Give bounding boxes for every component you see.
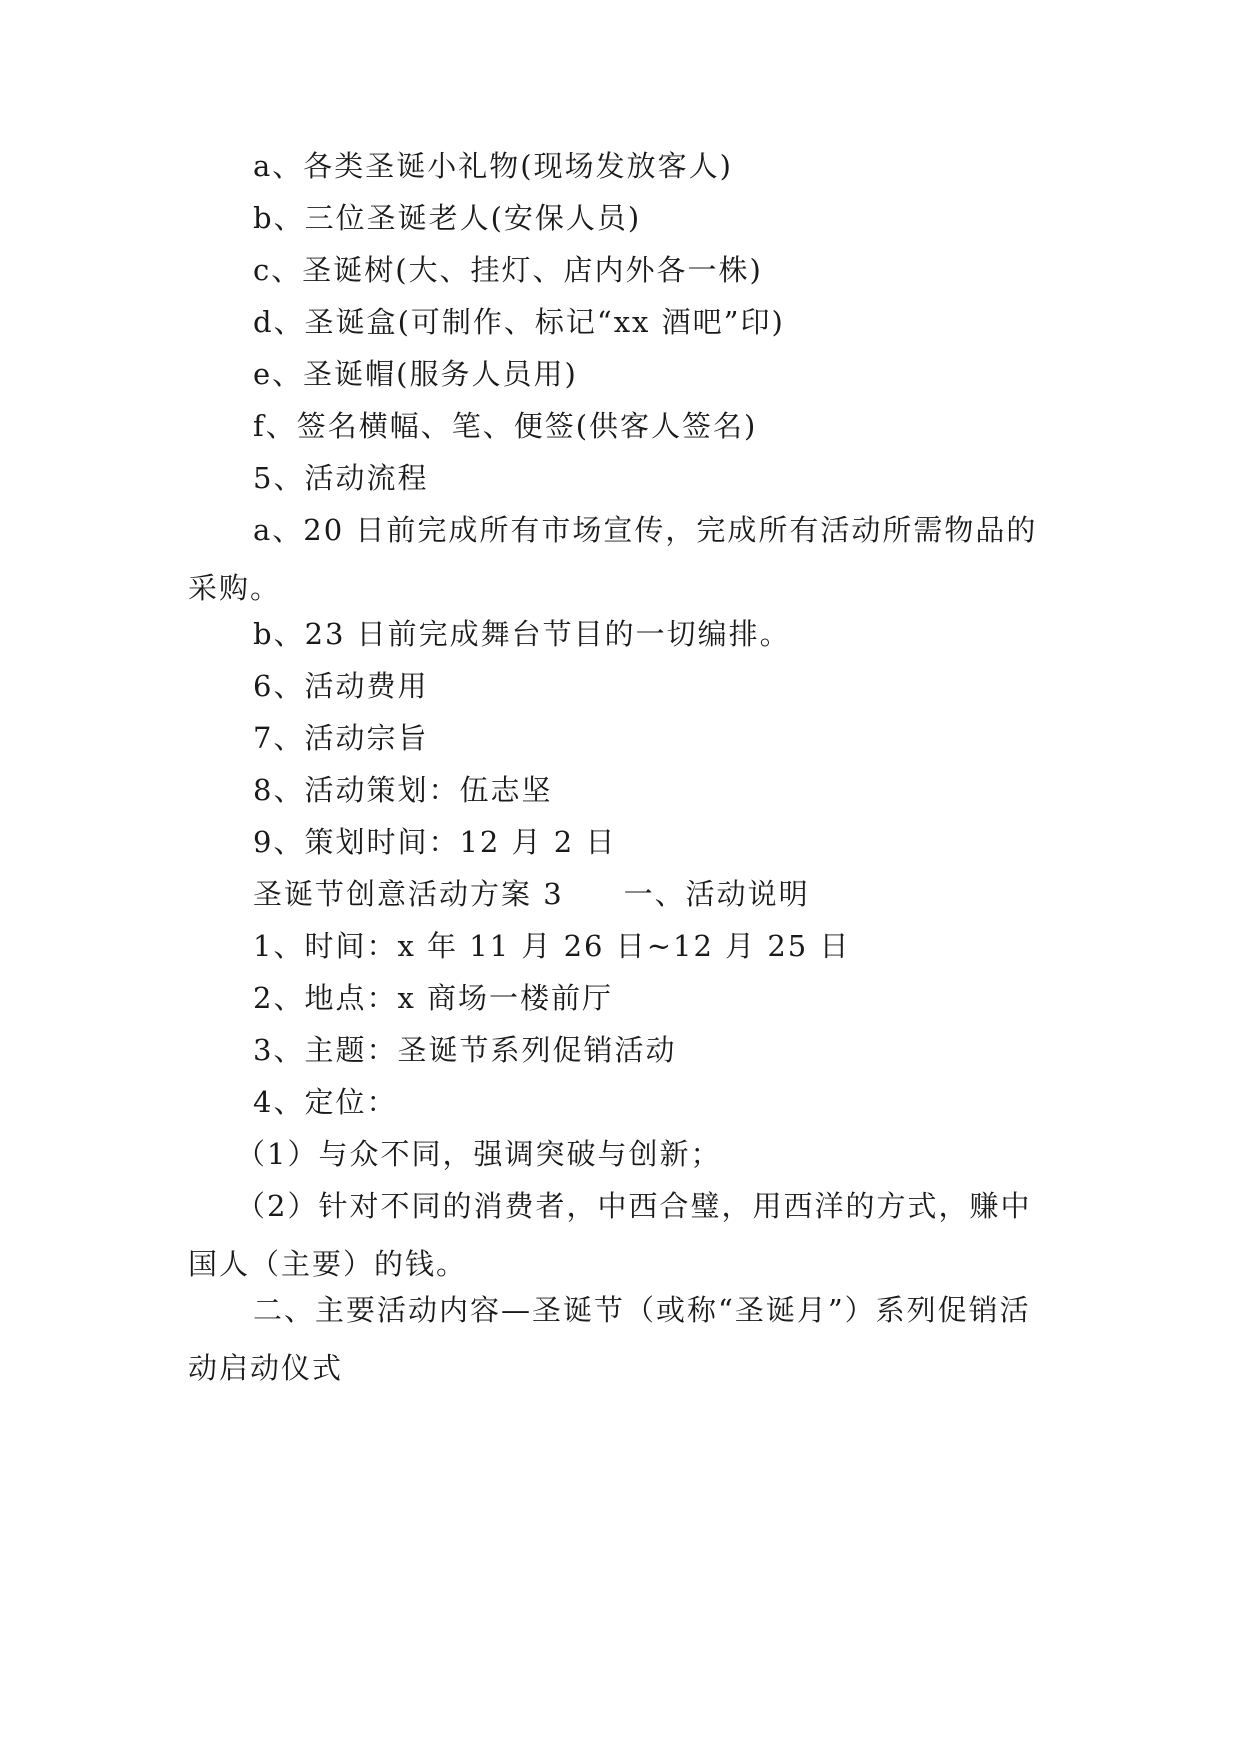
line-positioning-1: （1）与众不同，强调突破与创新；	[236, 1137, 722, 1171]
line-plan-time: 9、策划时间：12 月 2 日	[253, 825, 617, 859]
paragraph-positioning-2: （2）针对不同的消费者，中西合璧，用西洋的方式，赚中国人（主要）的钱。	[188, 1189, 1032, 1281]
line-tree: c、圣诞树(大、挂灯、店内外各一株)	[253, 253, 763, 287]
line-time: 1、时间：x 年 11 月 26 日~12 月 25 日	[253, 929, 851, 963]
line-banner: f、签名横幅、笔、便签(供客人签名)	[253, 409, 758, 443]
heading-cost: 6、活动费用	[253, 669, 429, 703]
line-santa: b、三位圣诞老人(安保人员)	[253, 201, 642, 235]
section-title: 圣诞节创意活动方案 3	[253, 877, 564, 911]
line-box: d、圣诞盒(可制作、标记“xx 酒吧”印)	[253, 305, 785, 339]
line-gift: a、各类圣诞小礼物(现场发放客人)	[253, 149, 733, 183]
heading-purpose: 7、活动宗旨	[253, 721, 429, 755]
paragraph-process-a: a、20 日前完成所有市场宣传，完成所有活动所需物品的采购。	[188, 513, 1038, 605]
paragraph-process-b: b、23 日前完成舞台节目的一切编排。	[253, 617, 791, 651]
heading-process: 5、活动流程	[253, 461, 429, 495]
line-planner: 8、活动策划：伍志坚	[253, 773, 553, 807]
line-theme: 3、主题：圣诞节系列促销活动	[253, 1033, 677, 1067]
paragraph-main-activity: 二、主要活动内容—圣诞节（或称“圣诞月”）系列促销活动启动仪式	[188, 1293, 1031, 1385]
line-hat: e、圣诞帽(服务人员用)	[253, 357, 578, 391]
section-heading	[188, 865, 1054, 923]
line-positioning: 4、定位：	[253, 1085, 398, 1119]
line-location: 2、地点：x 商场一楼前厅	[253, 981, 614, 1015]
section-subtitle: 一、活动说明	[623, 877, 810, 911]
